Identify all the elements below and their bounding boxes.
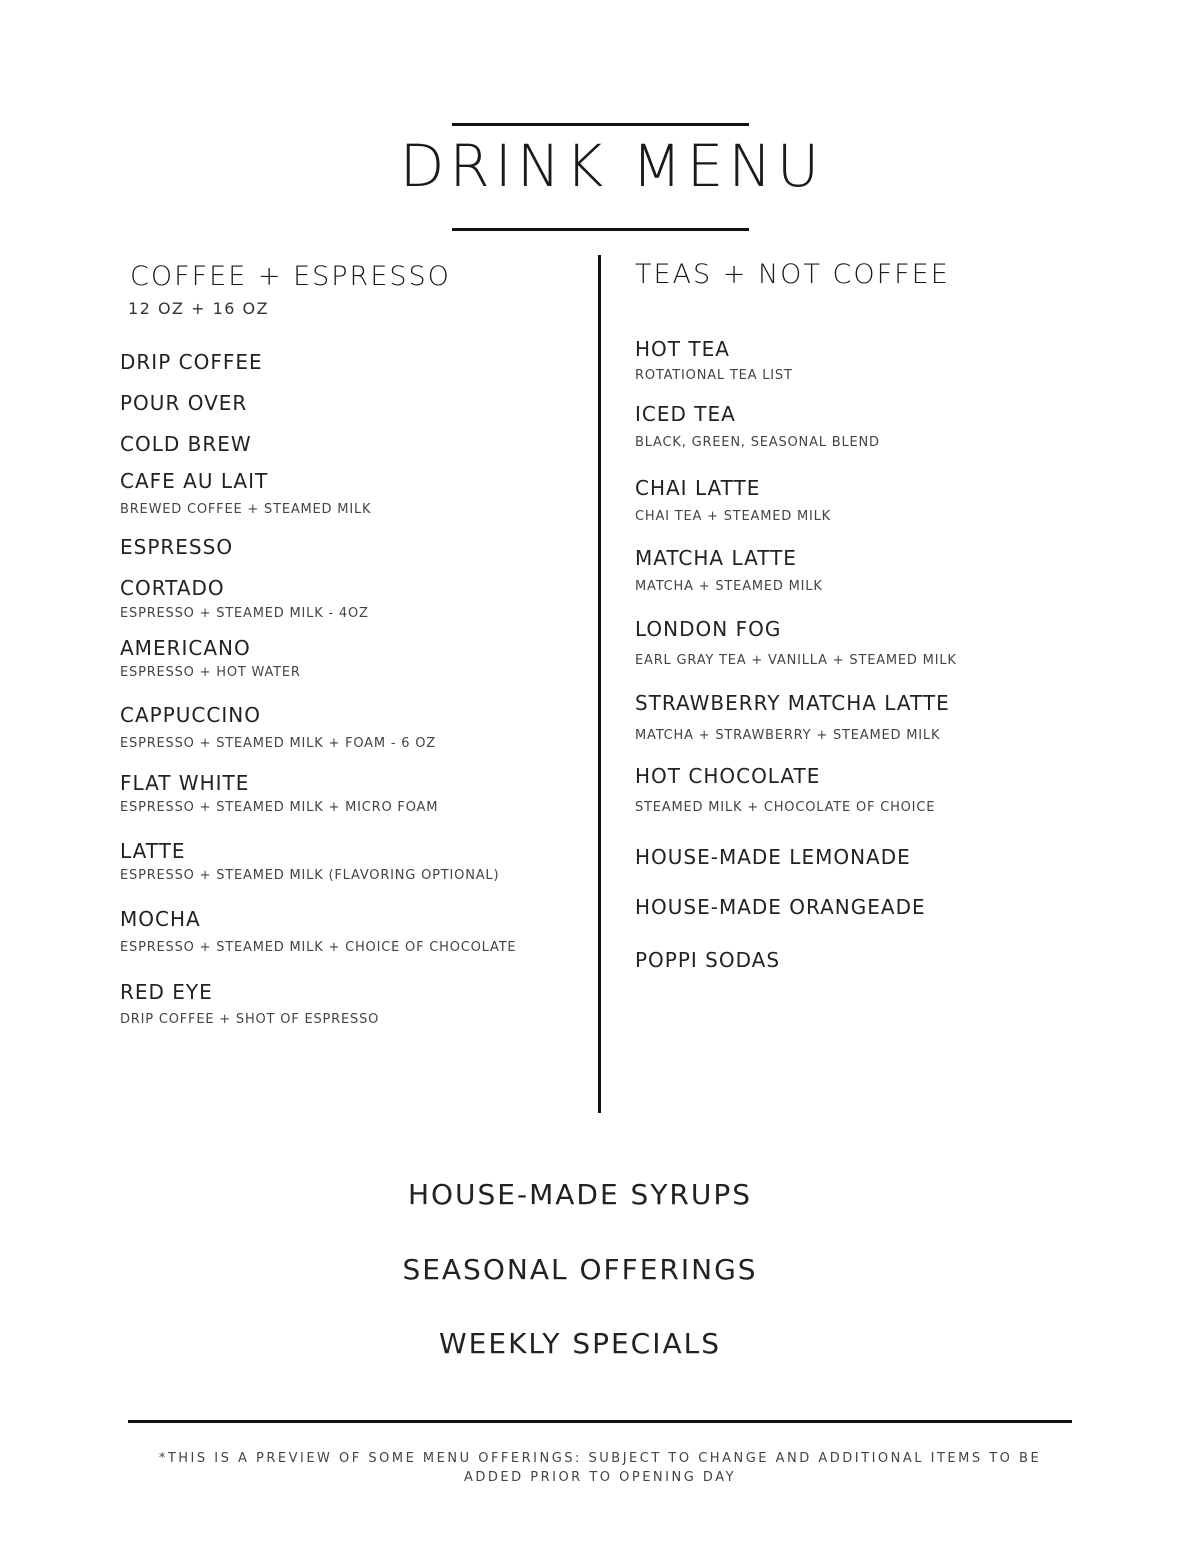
- menu-title: DRINK MENU: [399, 132, 825, 200]
- menu-item-desc: EARL GRAY TEA + VANILLA + STEAMED MILK: [635, 653, 957, 668]
- title-top-rule: [452, 123, 749, 126]
- menu-item-desc: ESPRESSO + STEAMED MILK + CHOICE OF CHOCOLATE: [120, 940, 517, 955]
- menu-item-desc: ESPRESSO + STEAMED MILK + FOAM - 6 OZ: [120, 736, 436, 751]
- menu-item-name: ICED TEA: [635, 402, 736, 426]
- footnote: *THIS IS A PREVIEW OF SOME MENU OFFERINGS: SUBJECT TO CHANGE AND ADDITIONAL ITEMS TO BE ADDED PRIOR TO OPENING DAY: [158, 1451, 1042, 1485]
- extra-syrups: HOUSE-MADE SYRUPS: [407, 1178, 753, 1211]
- menu-item-name: AMERICANO: [120, 636, 251, 660]
- footer-rule: [128, 1420, 1072, 1423]
- menu-item-name: RED EYE: [120, 980, 213, 1004]
- menu-item-name: POUR OVER: [120, 391, 248, 415]
- menu-item-desc: STEAMED MILK + CHOCOLATE OF CHOICE: [635, 800, 936, 815]
- coffee-sizes: 12 OZ + 16 OZ: [128, 299, 270, 318]
- menu-item-name: FLAT WHITE: [120, 771, 250, 795]
- menu-item-name: MOCHA: [120, 907, 201, 931]
- menu-item-name: LATTE: [120, 839, 186, 863]
- menu-item-name: HOT CHOCOLATE: [635, 764, 821, 788]
- menu-item-desc: MATCHA + STRAWBERRY + STEAMED MILK: [635, 728, 941, 743]
- menu-item-desc: ESPRESSO + STEAMED MILK + MICRO FOAM: [120, 800, 439, 815]
- menu-item-desc: ESPRESSO + HOT WATER: [120, 665, 301, 680]
- teas-section-heading: TEAS + NOT COFFEE: [635, 259, 950, 290]
- menu-item-name: POPPI SODAS: [635, 948, 781, 972]
- column-divider: [598, 255, 601, 1113]
- menu-item-name: DRIP COFFEE: [120, 350, 263, 374]
- menu-item-desc: CHAI TEA + STEAMED MILK: [635, 509, 832, 524]
- menu-item-desc: DRIP COFFEE + SHOT OF ESPRESSO: [120, 1012, 380, 1027]
- coffee-section-heading: COFFEE + ESPRESSO: [130, 261, 451, 292]
- menu-item-name: COLD BREW: [120, 432, 252, 456]
- menu-item-name: MATCHA LATTE: [635, 546, 797, 570]
- menu-item-name: STRAWBERRY MATCHA LATTE: [635, 691, 950, 715]
- menu-item-name: HOUSE-MADE LEMONADE: [635, 845, 911, 869]
- menu-item-name: CAFE AU LAIT: [120, 469, 269, 493]
- extra-seasonal: SEASONAL OFFERINGS: [402, 1253, 758, 1286]
- menu-item-name: HOUSE-MADE ORANGEADE: [635, 895, 926, 919]
- menu-item-name: CORTADO: [120, 576, 225, 600]
- extra-weekly-specials: WEEKLY SPECIALS: [439, 1327, 721, 1360]
- menu-item-desc: BREWED COFFEE + STEAMED MILK: [120, 502, 372, 517]
- menu-item-desc: ESPRESSO + STEAMED MILK - 4OZ: [120, 606, 369, 621]
- title-bottom-rule: [452, 228, 749, 231]
- menu-item-name: HOT TEA: [635, 337, 730, 361]
- menu-item-desc: MATCHA + STEAMED MILK: [635, 579, 823, 594]
- menu-item-name: LONDON FOG: [635, 617, 782, 641]
- menu-item-desc: BLACK, GREEN, SEASONAL BLEND: [635, 435, 880, 450]
- menu-item-name: CHAI LATTE: [635, 476, 761, 500]
- menu-item-name: ESPRESSO: [120, 535, 234, 559]
- menu-item-desc: ROTATIONAL TEA LIST: [635, 368, 793, 383]
- menu-item-name: CAPPUCCINO: [120, 703, 261, 727]
- menu-item-desc: ESPRESSO + STEAMED MILK (FLAVORING OPTIONAL): [120, 868, 500, 883]
